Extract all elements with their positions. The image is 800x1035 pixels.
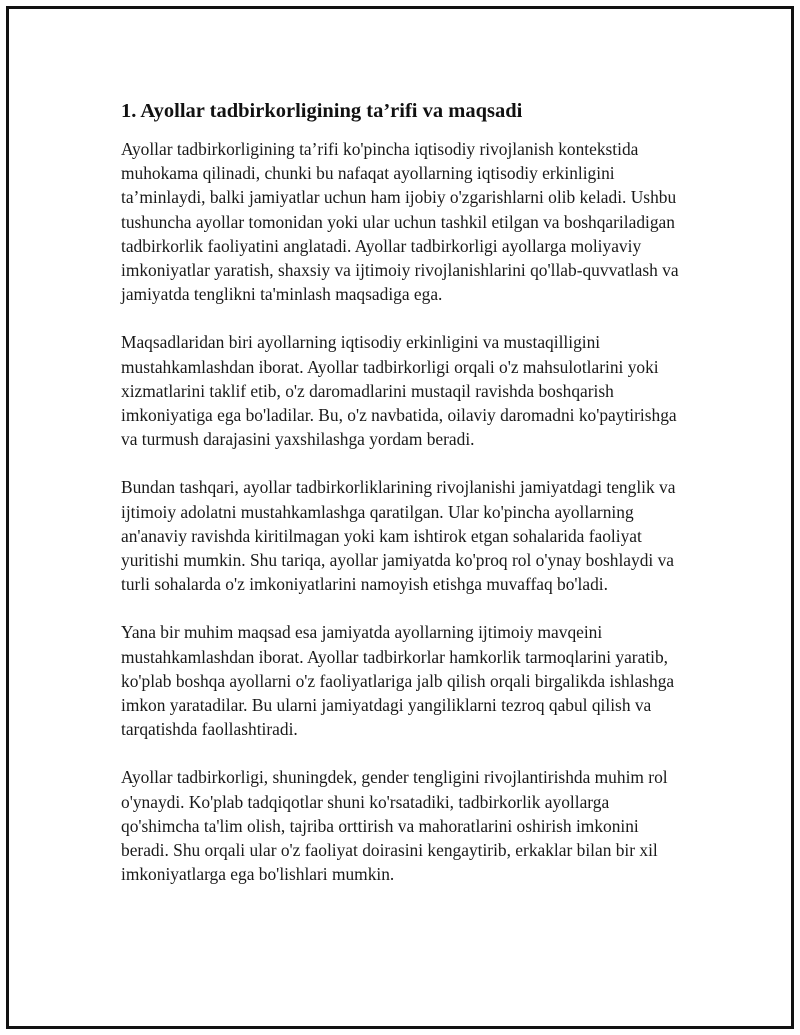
section-heading: 1. Ayollar tadbirkorligining ta’rifi va maqsadi [121, 100, 523, 122]
paragraph-social-status: Yana bir muhim maqsad esa jamiyatda ayollarning ijtimoiy mavqeini mustahkamlashdan iborat. Ayollar tadbirkorlar hamkorlik tarmoqlarini yaratib, ko'plab boshqa ayollarni o'z faoliyatlariga jalb qilish orqali birgalikda ishlashga imkon yaratadilar. Bu ularni jamiyatdagi yangiliklarni tezroq qabul qilish va tarqatishda faollashtiradi. [121, 622, 675, 740]
paragraph-gender-equality: Ayollar tadbirkorligi, shuningdek, gender tengligini rivojlantirishda muhim rol o'ynaydi. Ko'plab tadqiqotlar shuni ko'rsatadiki, tadbirkorlik ayollarga qo'shimcha ta'lim olish, tajriba orttirish va mahoratlarini oshirish imkonini beradi. Shu orqali ular o'z faoliyat doirasini kengaytirib, erkaklar bilan bir xil imkoniyatlarga ega bo'lishlari mumkin. [121, 767, 668, 885]
paragraph-economic-independence: Maqsadlaridan biri ayollarning iqtisodiy erkinligini va mustaqilligini mustahkamlashdan iborat. Ayollar tadbirkorligi orqali o'z mahsulotlarini yoki xizmatlarini taklif etib, o'z daromadlarini mustaqil ravishda boshqarish imkoniyatiga ega bo'ladilar. Bu, o'z navbatida, oilaviy daromadni ko'paytirishga va turmush darajasini yaxshilashga yordam beradi. [121, 332, 677, 450]
document-body [121, 99, 681, 910]
paragraph-equality: Bundan tashqari, ayollar tadbirkorliklarining rivojlanishi jamiyatdagi tenglik va ijtimoiy adolatni mustahkamlashga qaratilgan. Ular ko'pincha ayollarning an'anaviy ravishda kiritilmagan yoki kam ishtirok etgan sohalarida faoliyat yuritishi mumkin. Shu tariqa, ayollar jamiyatda ko'proq rol o'ynay boshlaydi va turli sohalarda o'z imkoniyatlarini namoyish etishga muvaffaq bo'ladi. [121, 477, 676, 595]
page-frame [6, 6, 794, 1029]
paragraph-definition: Ayollar tadbirkorligining ta’rifi ko'pincha iqtisodiy rivojlanish kontekstida muhokama qilinadi, chunki bu nafaqat ayollarning iqtisodiy erkinligini ta’minlaydi, balki jamiyatlar uchun ham ijobiy o'zgarishlarni olib keladi. Ushbu tushuncha ayollar tomonidan yoki ular uchun tashkil etilgan va boshqariladigan tadbirkorlik faoliyatini anglatadi. Ayollar tadbirkorligi ayollarga moliyaviy imkoniyatlar yaratish, shaxsiy va ijtimoiy rivojlanishlarini qo'llab-quvvatlash va jamiyatda tenglikni ta'minlash maqsadiga ega. [121, 139, 679, 305]
